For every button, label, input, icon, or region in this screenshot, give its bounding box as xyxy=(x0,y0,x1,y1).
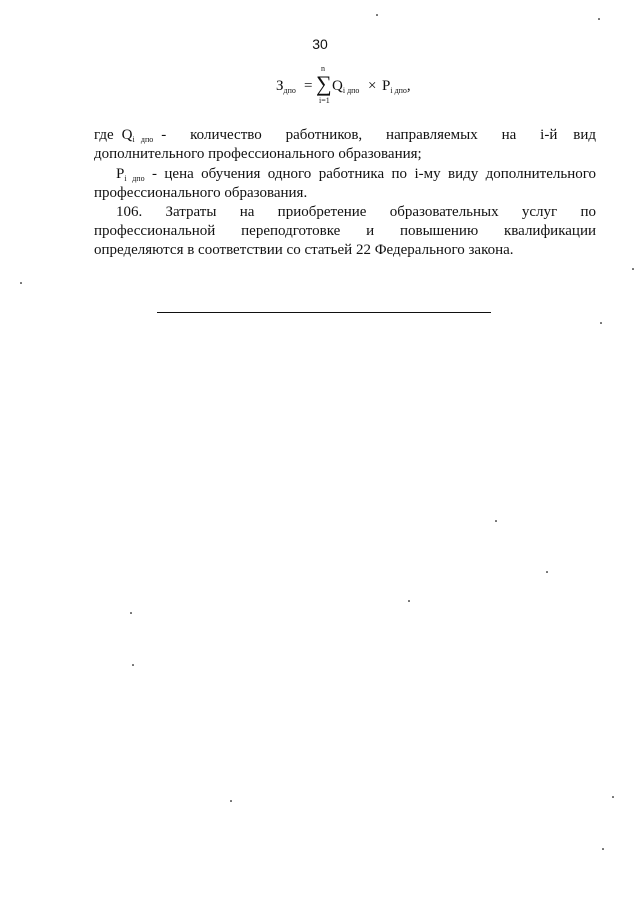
formula-q-term: $Q_{i дпо}$ xyxy=(332,78,360,95)
page-number: 30 xyxy=(312,36,328,52)
scan-speck xyxy=(598,18,600,20)
formula-equals: = xyxy=(304,78,313,94)
definition-p-line1: $P_{i дпо}$ - цена обучения одного работника по i-му виду дополнительного xyxy=(116,166,596,183)
scan-speck xyxy=(132,664,134,666)
definition-q-line2: дополнительного профессионального образования; xyxy=(94,146,422,162)
scan-speck xyxy=(632,268,634,270)
cost-formula xyxy=(276,64,436,104)
scan-speck xyxy=(20,282,22,284)
formula-p-subscript: i дпо xyxy=(390,86,407,95)
scan-speck xyxy=(602,848,604,850)
formula-lhs-subscript: дпо xyxy=(283,86,296,95)
scan-speck xyxy=(612,796,614,798)
definition-q-line1: где $Q_{i дпо}$ - количество работников, направляемых на i-й вид xyxy=(94,127,597,144)
sum-sigma-icon: ∑ xyxy=(316,71,332,96)
formula-lhs: $З_{дпо}$ xyxy=(276,78,296,95)
scan-speck xyxy=(230,800,232,802)
scan-speck xyxy=(546,571,548,573)
definition-q-subscript: i дпо xyxy=(132,135,154,144)
definition-p-subscript: i дпо xyxy=(124,174,145,183)
paragraph-106-line1: 106. Затраты на приобретение образовательных услуг по xyxy=(116,204,596,220)
paragraph-106-line2: профессиональной переподготовке и повышению квалификации xyxy=(94,223,596,239)
formula-p-term: $P_{i дпо}$, xyxy=(382,78,411,95)
scan-speck xyxy=(495,520,497,522)
scan-speck xyxy=(408,600,410,602)
scan-speck xyxy=(376,14,378,16)
sum-lower-limit: i=1 xyxy=(319,96,330,105)
scan-speck xyxy=(130,612,132,614)
definition-p-line2: профессионального образования. xyxy=(94,185,308,201)
formula-times: × xyxy=(368,78,377,94)
scan-speck xyxy=(600,322,602,324)
horizontal-rule xyxy=(157,312,491,313)
paragraph-106-line3: определяются в соответствии со статьей 22 Федерального закона. xyxy=(94,242,514,258)
sum-upper-limit: n xyxy=(321,64,325,73)
formula-q-subscript: i дпо xyxy=(342,86,360,95)
